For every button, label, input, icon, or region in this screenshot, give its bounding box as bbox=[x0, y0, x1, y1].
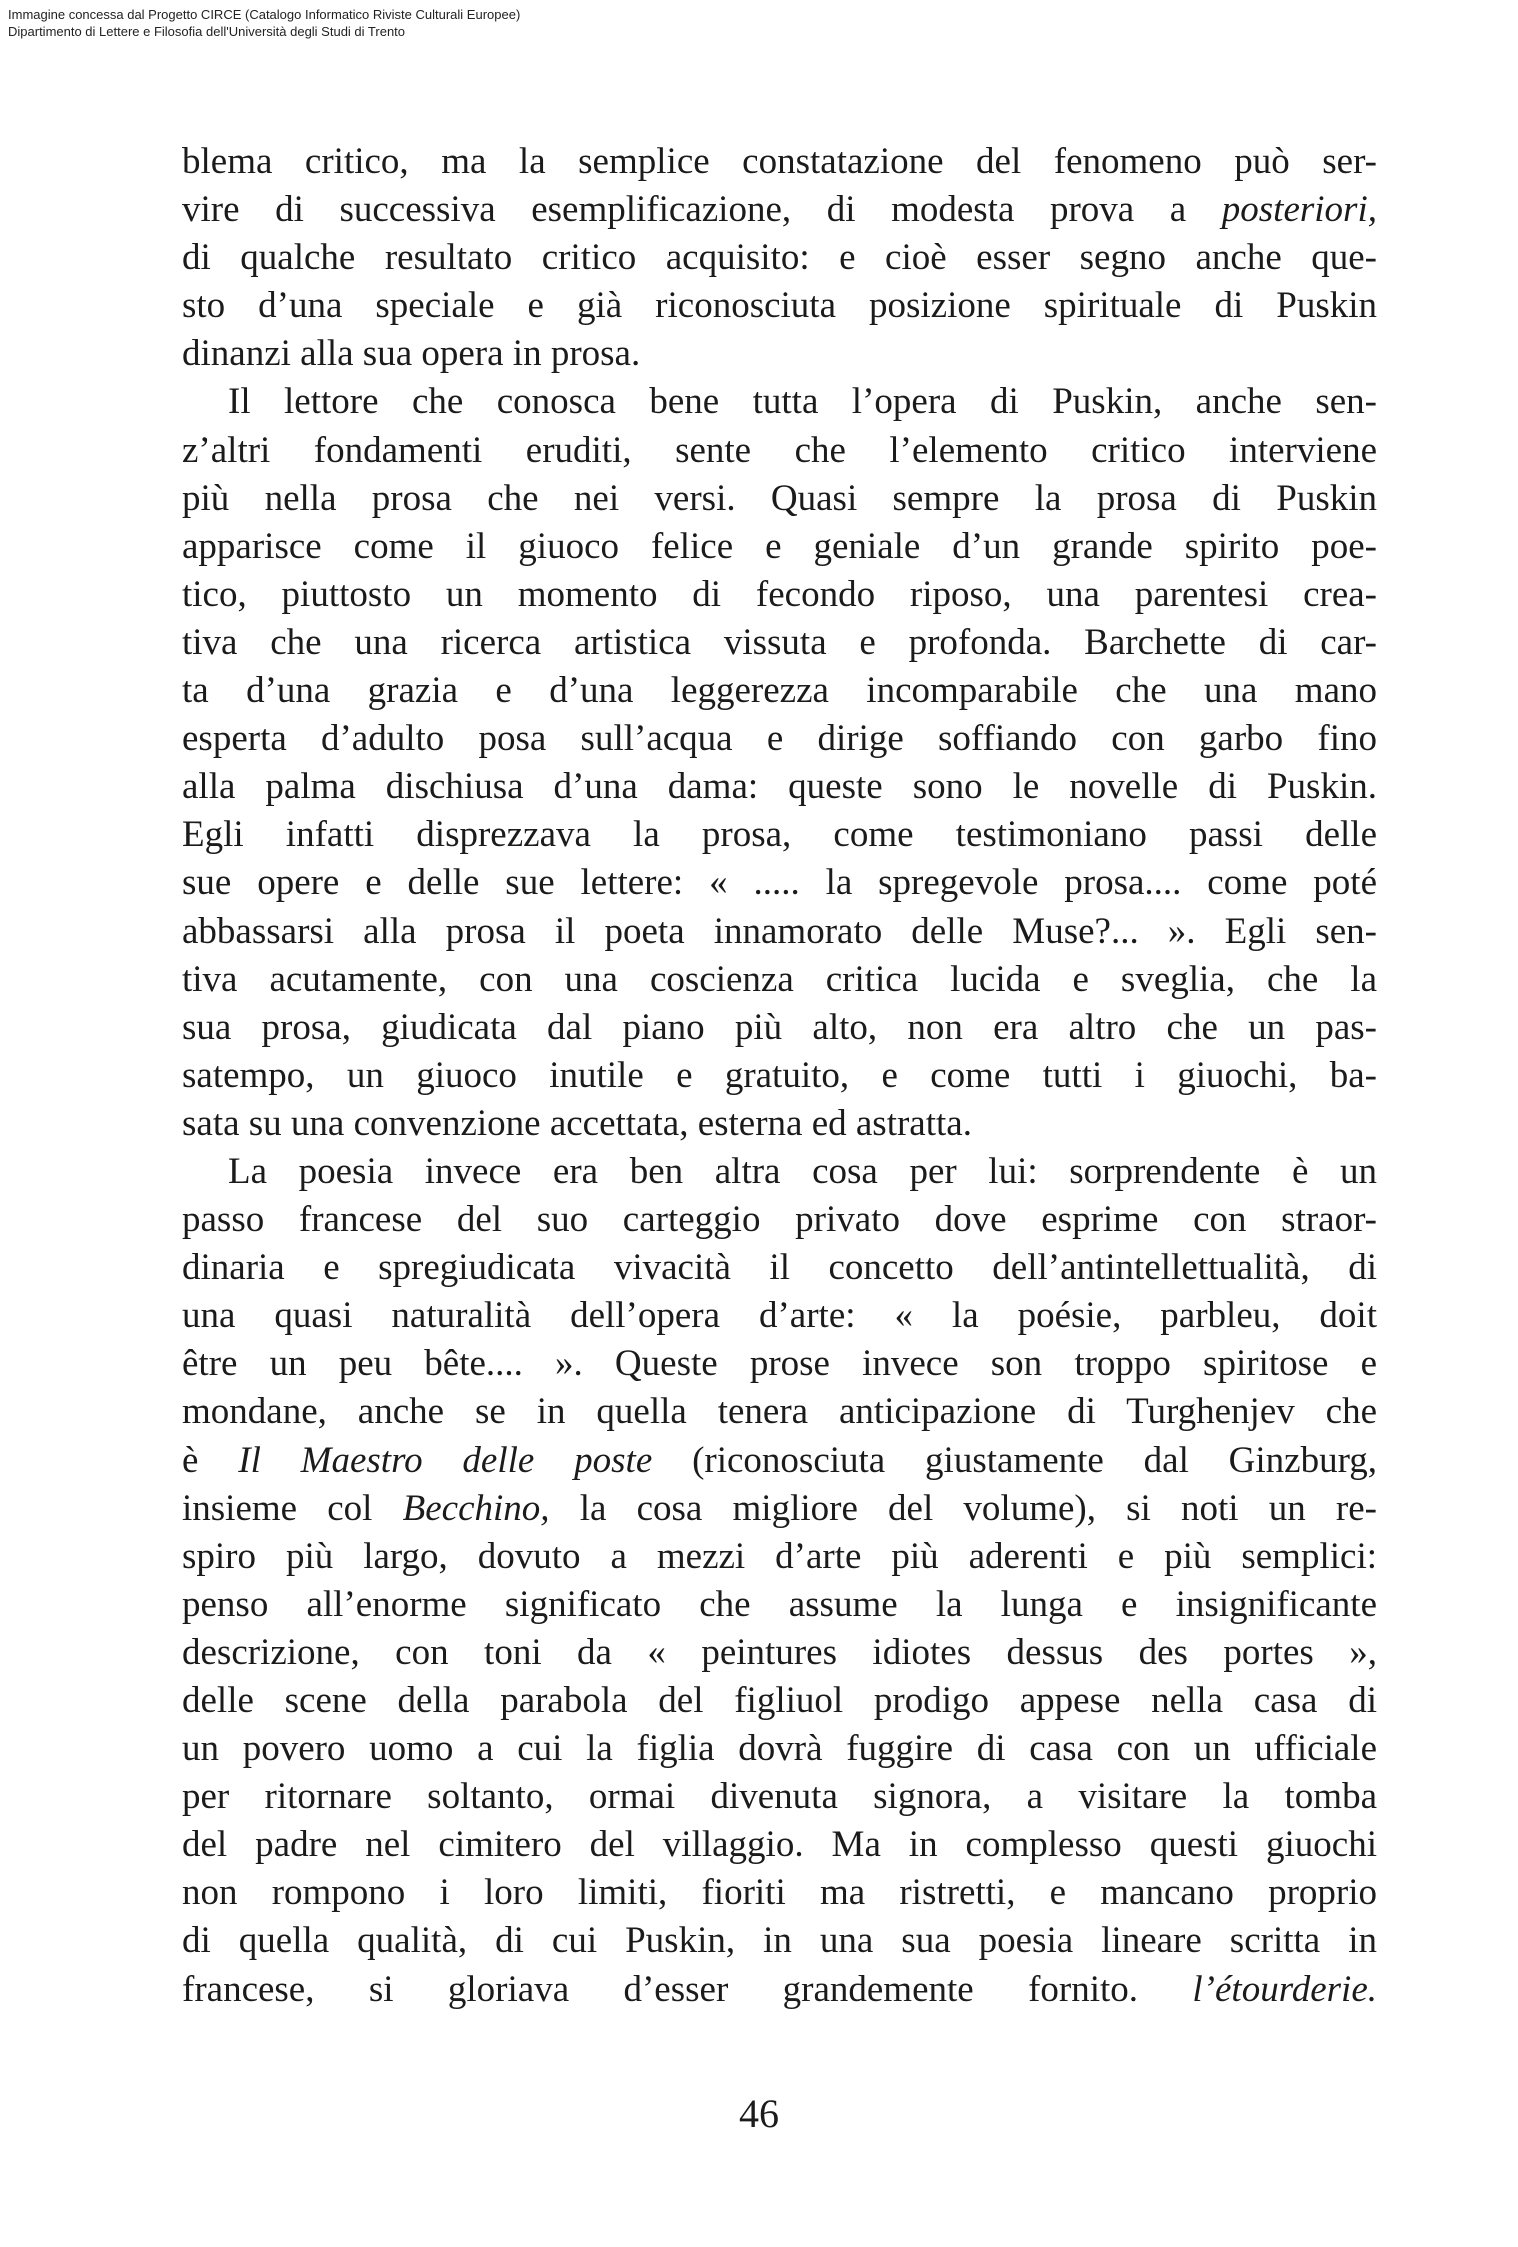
text-run: tiva acutamente, con una coscienza critica lucida e sveglia, che la bbox=[182, 958, 1377, 1000]
text-line bbox=[182, 378, 1377, 426]
italic-text: l’étourderie. bbox=[1192, 1968, 1377, 2010]
text-line bbox=[182, 1725, 1377, 1773]
text-line bbox=[182, 1100, 1377, 1148]
text-run: tico, piuttosto un momento di fecondo riposo, una parentesi crea- bbox=[182, 573, 1377, 615]
text-line bbox=[182, 667, 1377, 715]
text-run: del padre nel cimitero del villaggio. Ma in complesso questi giuochi bbox=[182, 1824, 1377, 1866]
text-line bbox=[182, 619, 1377, 667]
text-line bbox=[182, 427, 1377, 475]
text-line bbox=[182, 1292, 1377, 1340]
text-run: una quasi naturalità dell’opera d’arte: « la poésie, parbleu, doit bbox=[182, 1295, 1377, 1337]
text-line bbox=[182, 811, 1377, 859]
text-run: être un peu bête.... ». Queste prose invece son troppo spiritose e bbox=[182, 1343, 1377, 1385]
text-run: (riconosciuta giustamente dal Ginzburg, bbox=[652, 1439, 1377, 1481]
text-line bbox=[182, 715, 1377, 763]
text-run: sto d’una speciale e già riconosciuta posizione spirituale di Puskin bbox=[182, 285, 1377, 327]
text-line bbox=[182, 1485, 1377, 1533]
italic-text: Il Maestro delle poste bbox=[238, 1439, 653, 1481]
text-run: ta d’una grazia e d’una leggerezza incomparabile che una mano bbox=[182, 670, 1377, 712]
text-line bbox=[182, 1244, 1377, 1292]
text-run: dinanzi alla sua opera in prosa. bbox=[182, 333, 641, 375]
text-run: Il lettore che conosca bene tutta l’opera di Puskin, anche sen- bbox=[228, 381, 1377, 423]
credit-line-2: Dipartimento di Lettere e Filosofia dell'Università degli Studi di Trento bbox=[8, 24, 406, 39]
text-run: insieme col bbox=[182, 1487, 403, 1529]
text-line bbox=[182, 1917, 1377, 1965]
text-line bbox=[182, 908, 1377, 956]
text-run: z’altri fondamenti eruditi, sente che l’elemento critico interviene bbox=[182, 429, 1377, 471]
text-line bbox=[182, 1004, 1377, 1052]
text-line bbox=[182, 1629, 1377, 1677]
text-run: non rompono i loro limiti, fioriti ma ristretti, e mancano proprio bbox=[182, 1872, 1377, 1914]
text-run: la cosa migliore del volume), si noti un re- bbox=[549, 1487, 1377, 1529]
text-run: vire di successiva esemplificazione, di modesta prova a bbox=[182, 189, 1222, 231]
text-run: esperta d’adulto posa sull’acqua e dirige soffiando con garbo fino bbox=[182, 718, 1377, 760]
text-run: apparisce come il giuoco felice e geniale d’un grande spirito poe- bbox=[182, 525, 1377, 567]
text-run: delle scene della parabola del figliuol prodigo appese nella casa di bbox=[182, 1680, 1377, 1721]
text-run: La poesia invece era ben altra cosa per lui: sorprendente è un bbox=[228, 1150, 1377, 1192]
text-line bbox=[182, 1148, 1377, 1196]
text-line bbox=[182, 1196, 1377, 1244]
text-run: un povero uomo a cui la figlia dovrà fuggire di casa con un ufficiale bbox=[182, 1728, 1377, 1770]
text-line bbox=[182, 1052, 1377, 1100]
text-line bbox=[182, 859, 1377, 907]
credit-line-1: Immagine concessa dal Progetto CIRCE (Catalogo Informatico Riviste Culturali Europee) bbox=[8, 7, 521, 22]
text-run: di quella qualità, di cui Puskin, in una sua poesia lineare scritta in bbox=[182, 1920, 1377, 1962]
text-line bbox=[182, 186, 1377, 234]
text-run: sata su una convenzione accettata, esterna ed astratta. bbox=[182, 1102, 972, 1144]
text-line bbox=[182, 475, 1377, 523]
text-run: abbassarsi alla prosa il poeta innamorato delle Muse?... ». Egli sen- bbox=[182, 910, 1377, 952]
text-run: alla palma dischiusa d’una dama: queste sono le novelle di Puskin. bbox=[182, 766, 1377, 808]
text-run: descrizione, con toni da « peintures idiotes dessus des portes », bbox=[182, 1631, 1377, 1673]
text-line bbox=[182, 1821, 1377, 1869]
text-run: dinaria e spregiudicata vivacità il concetto dell’antintellettualità, di bbox=[182, 1247, 1377, 1289]
text-run: mondane, anche se in quella tenera anticipazione di Turghenjev che bbox=[182, 1391, 1377, 1433]
text-line bbox=[182, 1437, 1377, 1485]
text-line bbox=[182, 523, 1377, 571]
text-run: più nella prosa che nei versi. Quasi sempre la prosa di Puskin bbox=[182, 477, 1377, 519]
text-run: tiva che una ricerca artistica vissuta e profonda. Barchette di car- bbox=[182, 621, 1377, 663]
text-run: penso all’enorme significato che assume la lunga e insignificante bbox=[182, 1583, 1377, 1625]
text-line bbox=[182, 138, 1377, 186]
page-number: 46 bbox=[739, 2091, 779, 2136]
text-run: di qualche resultato critico acquisito: e cioè esser segno anche que- bbox=[182, 237, 1377, 279]
text-line bbox=[182, 956, 1377, 1004]
text-line bbox=[182, 330, 1377, 378]
text-line bbox=[182, 234, 1377, 282]
text-line bbox=[182, 1773, 1377, 1821]
text-line bbox=[182, 763, 1377, 811]
text-line bbox=[182, 1677, 1377, 1725]
text-run: sue opere e delle sue lettere: « ..... la spregevole prosa.... come poté bbox=[182, 862, 1377, 904]
text-run: è bbox=[182, 1439, 239, 1481]
text-run: sua prosa, giudicata dal piano più alto, non era altro che un pas- bbox=[182, 1006, 1377, 1048]
text-line bbox=[182, 1533, 1377, 1581]
text-line bbox=[182, 1388, 1377, 1436]
text-run: per ritornare soltanto, ormai divenuta signora, a visitare la tomba bbox=[182, 1776, 1377, 1818]
body-text bbox=[182, 138, 1377, 2014]
italic-text: posteriori, bbox=[1221, 189, 1377, 231]
image-credit bbox=[8, 6, 520, 40]
text-run: francese, si gloriava d’esser grandemente fornito. bbox=[182, 1968, 1193, 2010]
text-run: blema critico, ma la semplice constatazione del fenomeno può ser- bbox=[182, 141, 1377, 182]
text-run: passo francese del suo carteggio privato dove esprime con straor- bbox=[182, 1199, 1377, 1241]
italic-text: Becchino, bbox=[402, 1487, 550, 1529]
text-run: Egli infatti disprezzava la prosa, come testimoniano passi delle bbox=[182, 814, 1377, 856]
text-line bbox=[182, 1966, 1377, 2014]
text-line bbox=[182, 1581, 1377, 1629]
text-run: spiro più largo, dovuto a mezzi d’arte più aderenti e più semplici: bbox=[182, 1535, 1377, 1577]
text-line bbox=[182, 571, 1377, 619]
text-line bbox=[182, 282, 1377, 330]
text-line bbox=[182, 1340, 1377, 1388]
text-run: satempo, un giuoco inutile e gratuito, e come tutti i giuochi, ba- bbox=[182, 1054, 1377, 1096]
text-line bbox=[182, 1869, 1377, 1917]
